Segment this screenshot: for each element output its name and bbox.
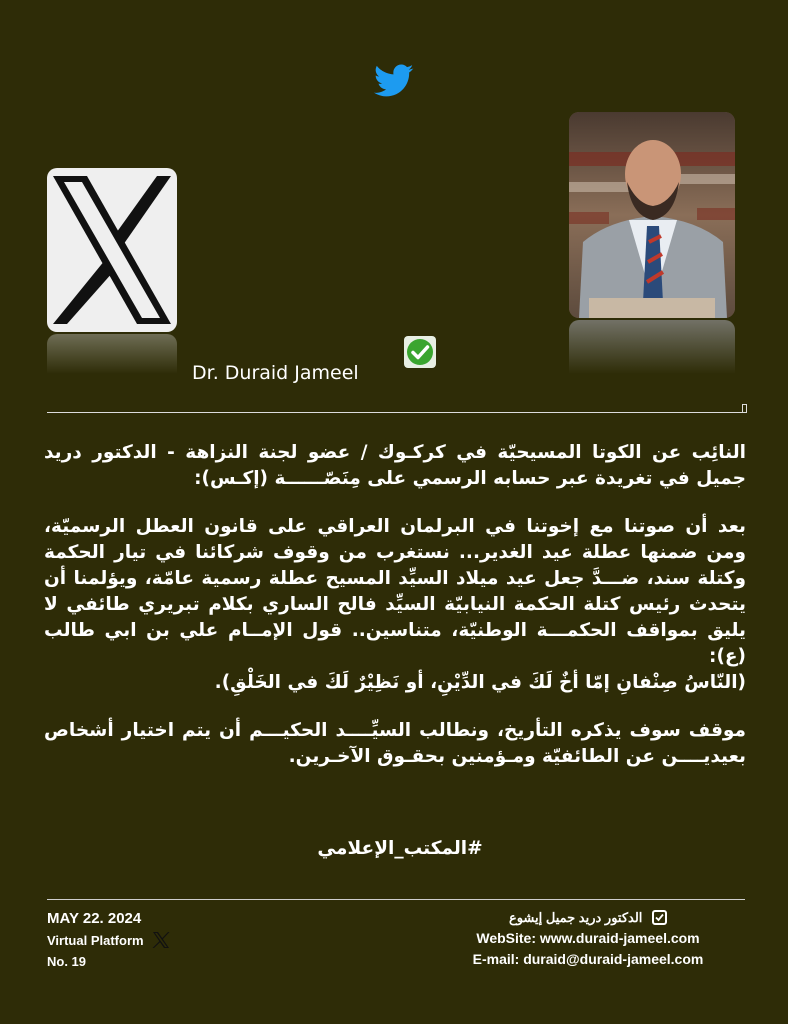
office-name-line [440, 908, 736, 928]
footer-right [440, 908, 736, 970]
post-conclusion: موقف سوف يذكره التأريخ، ونطالب السيِّــــد الحكيـــم أن يتم اختيار أشخاص بعيديــــن عن الطائفيّة ومـؤمنين بحقـوق الآخـرين. [44, 720, 746, 767]
verified-check-icon [404, 336, 436, 368]
post-date: MAY 22. 2024 [47, 910, 142, 927]
x-logo-icon [47, 168, 177, 332]
post-body [44, 440, 746, 770]
x-logo-reflection [47, 334, 177, 374]
post-intro: النائِب عن الكوتا المسيحيّة في كركـوك / عضو لجنة النزاهة - الدكتور دريد جميل في تغريدة عبر حسابه الرسمي على مِنَصّــــــة (إكـس): [44, 442, 746, 489]
x-logo-icon [151, 930, 171, 950]
twitter-bird-icon [374, 64, 414, 98]
platform-label: Virtual Platform [47, 933, 144, 948]
profile-photo [569, 112, 735, 318]
issue-number: No. 19 [47, 954, 87, 969]
website[interactable]: WebSite: www.duraid-jameel.com [476, 930, 700, 946]
author-name: Dr. Duraid Jameel [192, 362, 359, 384]
header-divider [47, 412, 745, 413]
email[interactable]: E-mail: duraid@duraid-jameel.com [472, 951, 704, 967]
office-name: الدكتور دريد جميل إيشوع [508, 910, 643, 925]
post-paragraph: بعد أن صوتنا مع إخوتنا في البرلمان العراقي على قانون العطل الرسميّة، ومن ضمنها عطلة عيد الغدير... نستغرب من وقوف شركائنا في تيار الحكمة وكتلة سند، ضـــدَّ جعل عيد ميلاد السيِّد المسيح عطلة رسمية عامّة، ويؤلمنا أن يتحدث رئيس كتلة الحكمة النيابيّة السيِّد فالح الساري بكلام تبريري طائفي لا يليق بمواقف الحكمـــة الوطنيّة، متناسين.. قول الإمــام علي بن ابي طالب (ع): [44, 516, 746, 667]
footer-divider [47, 899, 745, 900]
hashtag: #المكتب_الإعلامي [317, 838, 483, 859]
profile-photo-reflection [569, 320, 735, 374]
divider-end-mark [742, 404, 747, 413]
post-quote: (النّاسُ صِنْفانِ إمّا أخٌ لَكَ في الدِّيْنِ، أو نَظِيْرٌ لَكَ في الخَلْقِ). [214, 672, 746, 693]
footer-left [47, 908, 171, 972]
checkbox-icon [652, 910, 667, 925]
platform-line [47, 930, 171, 951]
